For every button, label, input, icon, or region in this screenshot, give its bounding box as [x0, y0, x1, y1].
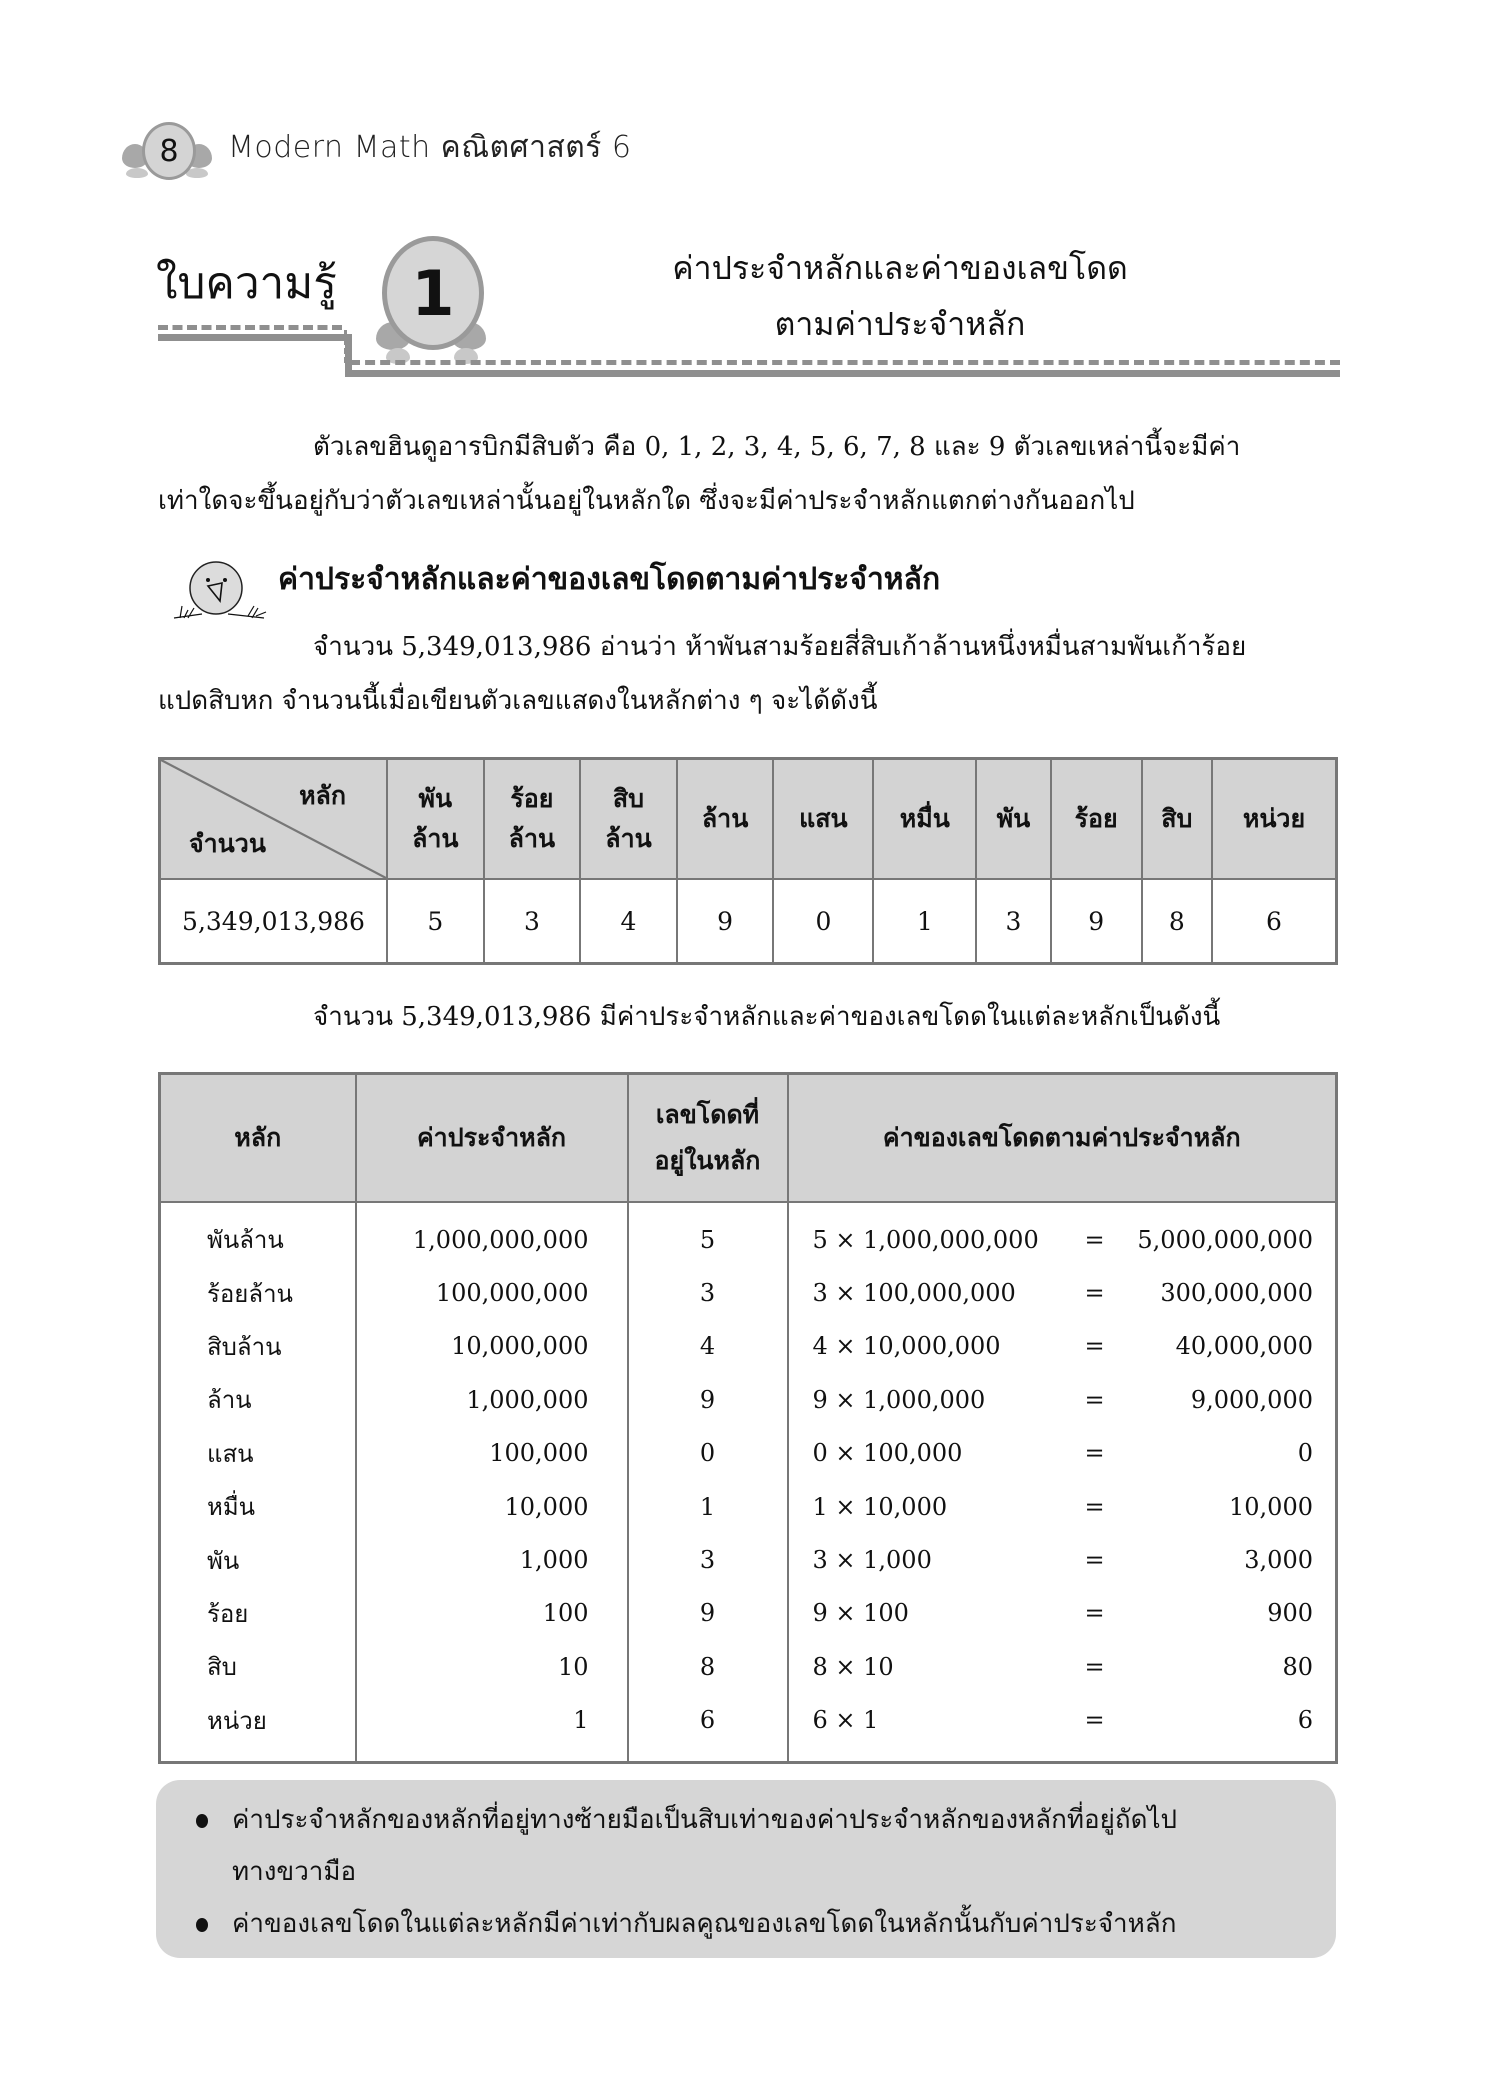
digit-place-table	[158, 757, 1338, 965]
place-name: หมื่น	[160, 1480, 356, 1533]
product-result: 0	[1297, 1439, 1313, 1468]
equals-sign: =	[1084, 1652, 1105, 1681]
digit-cell: 6	[1212, 879, 1337, 964]
example-paragraph	[158, 620, 1338, 728]
table-row	[160, 1320, 1337, 1373]
table-row	[160, 1533, 1337, 1586]
place-value: 10	[356, 1640, 628, 1693]
place-value: 10,000	[356, 1480, 628, 1533]
digit-cell: 8	[1142, 879, 1212, 964]
place-value: 1,000	[356, 1533, 628, 1586]
place-value: 1	[356, 1694, 628, 1763]
place-name: พัน	[160, 1533, 356, 1586]
digit: 8	[628, 1640, 788, 1693]
product-result: 10,000	[1229, 1492, 1313, 1521]
multiplication-expression: 1 × 10,000	[812, 1492, 948, 1521]
multiplication-expression: 8 × 10	[812, 1652, 894, 1681]
heading-solid-rule	[158, 334, 350, 341]
header-place-value: ค่าประจำหลัก	[356, 1074, 628, 1203]
intro-paragraph	[158, 420, 1338, 528]
product-result: 80	[1282, 1652, 1313, 1681]
multiplication-expression: 9 × 100	[812, 1599, 909, 1628]
section-title-line1: ค่าประจำหลักและค่าของเลขโดด	[672, 249, 1128, 287]
equals-sign: =	[1084, 1706, 1105, 1735]
sheet-label: ใบความรู้	[156, 258, 337, 309]
table-header-row	[160, 1074, 1337, 1203]
product-result: 5,000,000,000	[1137, 1225, 1313, 1254]
heading-solid-rule	[345, 370, 1340, 377]
equals-sign: =	[1084, 1225, 1105, 1254]
digit: 5	[628, 1202, 788, 1266]
column-header: ร้อย	[1051, 759, 1142, 880]
place-value: 100,000	[356, 1427, 628, 1480]
digit-cell: 3	[484, 879, 581, 964]
digit-cell: 1	[873, 879, 976, 964]
digit: 9	[628, 1587, 788, 1640]
digit-value	[788, 1427, 1337, 1480]
column-header: ล้าน	[677, 759, 774, 880]
place-value-table	[158, 1072, 1338, 1764]
multiplication-expression: 0 × 100,000	[812, 1439, 963, 1468]
column-header: พัน	[976, 759, 1051, 880]
equals-sign: =	[1084, 1279, 1105, 1308]
multiplication-expression: 3 × 1,000	[812, 1546, 932, 1575]
leaf-decoration-icon	[126, 168, 148, 178]
product-result: 9,000,000	[1190, 1385, 1313, 1414]
column-header: หมื่น	[873, 759, 976, 880]
column-header: สิบ ล้าน	[580, 759, 677, 880]
place-name: สิบ	[160, 1640, 356, 1693]
product-result: 40,000,000	[1175, 1332, 1313, 1361]
table-row	[160, 879, 1337, 964]
multiplication-expression: 5 × 1,000,000,000	[812, 1225, 1039, 1254]
digit-value	[788, 1373, 1337, 1426]
column-header: แสน	[773, 759, 873, 880]
digit-value	[788, 1480, 1337, 1533]
digit: 0	[628, 1427, 788, 1480]
example-line1: จำนวน 5,349,013,986 อ่านว่า ห้าพันสามร้อยสี่สิบเก้าล้านหนึ่งหมื่นสามพันเก้าร้อย	[313, 632, 1247, 662]
example-line2: แปดสิบหก จำนวนนี้เมื่อเขียนตัวเลขแสดงในหลักต่าง ๆ จะได้ดังนี้	[158, 686, 878, 716]
table-row	[160, 1480, 1337, 1533]
multiplication-expression: 3 × 100,000,000	[812, 1279, 1016, 1308]
heading-dashed-rule	[158, 325, 342, 330]
digit-cell: 5	[387, 879, 484, 964]
place-name: สิบล้าน	[160, 1320, 356, 1373]
heading-dashed-rule	[350, 360, 1340, 365]
equals-sign: =	[1084, 1439, 1105, 1468]
note-item: ค่าของเลขโดดในแต่ละหลักมีค่าเท่ากับผลคูณของเลขโดดในหลักนั้นกับค่าประจำหลัก	[196, 1898, 1306, 1950]
sheet-number: 1	[382, 236, 484, 350]
digit-value	[788, 1587, 1337, 1640]
header-place: หลัก	[160, 1074, 356, 1203]
digit-value	[788, 1320, 1337, 1373]
page-number-badge	[120, 118, 210, 188]
intro-line2: เท่าใดจะขึ้นอยู่กับว่าตัวเลขเหล่านั้นอยู่ในหลักใด ซึ่งจะมีค่าประจำหลักแตกต่างกันออกไป	[158, 486, 1135, 516]
table-row	[160, 1373, 1337, 1426]
number-cell: 5,349,013,986	[160, 879, 388, 964]
digit-cell: 9	[677, 879, 774, 964]
product-result: 3,000	[1244, 1546, 1313, 1575]
header-digit-value: ค่าของเลขโดดตามค่าประจำหลัก	[788, 1074, 1337, 1203]
digit-value	[788, 1533, 1337, 1586]
digit-value	[788, 1202, 1337, 1266]
product-result: 900	[1267, 1599, 1313, 1628]
equals-sign: =	[1084, 1332, 1105, 1361]
table-row	[160, 1427, 1337, 1480]
note-item: ค่าประจำหลักของหลักที่อยู่ทางซ้ายมือเป็นสิบเท่าของค่าประจำหลักของหลักที่อยู่ถัดไป ทางขวามือ	[196, 1794, 1306, 1898]
subheading: ค่าประจำหลักและค่าของเลขโดดตามค่าประจำหลัก	[278, 562, 941, 597]
place-name: ร้อยล้าน	[160, 1266, 356, 1319]
sheet-number-badge	[376, 236, 486, 366]
place-value: 10,000,000	[356, 1320, 628, 1373]
place-value: 1,000,000,000	[356, 1202, 628, 1266]
bird-mascot-icon	[172, 556, 272, 626]
product-result: 300,000,000	[1160, 1279, 1313, 1308]
digit-value	[788, 1694, 1337, 1763]
digit: 6	[628, 1694, 788, 1763]
equals-sign: =	[1084, 1546, 1105, 1575]
table2-intro	[158, 990, 1338, 1044]
book-title: Modern Math คณิตศาสตร์ 6	[228, 130, 632, 165]
table-row	[160, 1202, 1337, 1266]
digit-cell: 4	[580, 879, 677, 964]
multiplication-expression: 9 × 1,000,000	[812, 1385, 986, 1414]
corner-header-place: หลัก	[299, 781, 346, 810]
digit: 3	[628, 1533, 788, 1586]
digit: 1	[628, 1480, 788, 1533]
digit: 4	[628, 1320, 788, 1373]
column-header: สิบ	[1142, 759, 1212, 880]
corner-header-number: จำนวน	[189, 829, 266, 858]
column-header: ร้อย ล้าน	[484, 759, 581, 880]
table-row	[160, 1640, 1337, 1693]
place-name: ล้าน	[160, 1373, 356, 1426]
table2-intro-text: จำนวน 5,349,013,986 มีค่าประจำหลักและค่าของเลขโดดในแต่ละหลักเป็นดังนี้	[313, 1002, 1221, 1032]
digit-cell: 3	[976, 879, 1051, 964]
equals-sign: =	[1084, 1385, 1105, 1414]
digit-cell: 0	[773, 879, 873, 964]
digit-cell: 9	[1051, 879, 1142, 964]
digit-value	[788, 1266, 1337, 1319]
place-name: ร้อย	[160, 1587, 356, 1640]
digit: 9	[628, 1373, 788, 1426]
digit: 3	[628, 1266, 788, 1319]
column-header: พัน ล้าน	[387, 759, 484, 880]
table-row	[160, 1694, 1337, 1763]
intro-line1: ตัวเลขฮินดูอารบิกมีสิบตัว คือ 0, 1, 2, 3, 4, 5, 6, 7, 8 และ 9 ตัวเลขเหล่านี้จะมีค่า	[313, 432, 1241, 462]
corner-header	[160, 759, 388, 880]
section-title-line2: ตามค่าประจำหลัก	[774, 305, 1026, 343]
table-row	[160, 1266, 1337, 1319]
digit-value	[788, 1640, 1337, 1693]
bullet-icon	[196, 1814, 208, 1828]
column-header: หน่วย	[1212, 759, 1337, 880]
place-name: พันล้าน	[160, 1202, 356, 1266]
place-value: 1,000,000	[356, 1373, 628, 1426]
product-result: 6	[1297, 1706, 1313, 1735]
page-number: 8	[142, 122, 196, 180]
equals-sign: =	[1084, 1599, 1105, 1628]
section-title	[560, 240, 1240, 352]
multiplication-expression: 6 × 1	[812, 1706, 879, 1735]
place-name: แสน	[160, 1427, 356, 1480]
equals-sign: =	[1084, 1492, 1105, 1521]
header-digit: เลขโดดที่ อยู่ในหลัก	[628, 1074, 788, 1203]
bullet-icon	[196, 1918, 208, 1932]
table-row	[160, 1587, 1337, 1640]
summary-note-box	[156, 1780, 1336, 1958]
place-name: หน่วย	[160, 1694, 356, 1763]
table-header-row	[160, 759, 1337, 880]
multiplication-expression: 4 × 10,000,000	[812, 1332, 1001, 1361]
place-value: 100	[356, 1587, 628, 1640]
place-value: 100,000,000	[356, 1266, 628, 1319]
